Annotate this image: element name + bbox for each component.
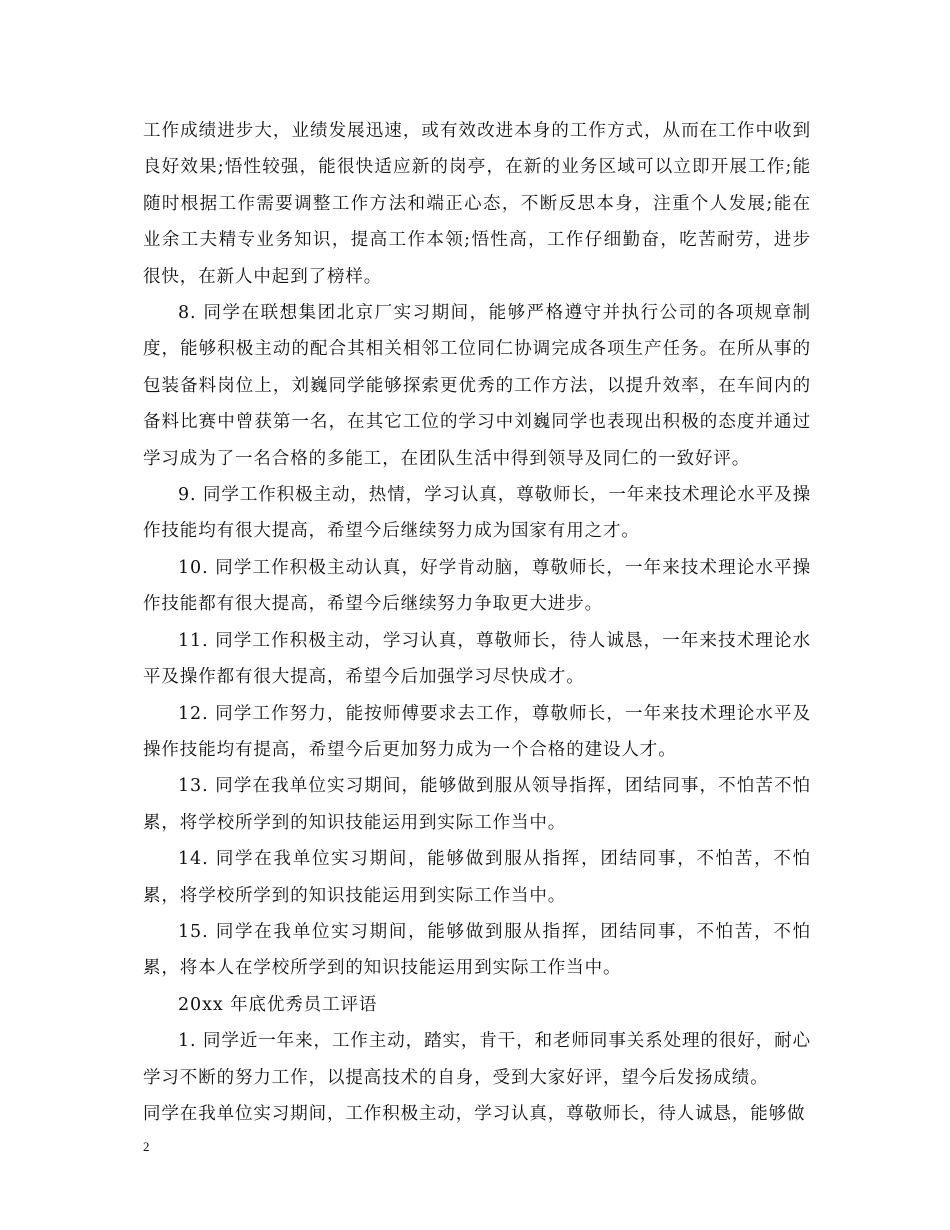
paragraph-continuation: 工作成绩进步大，业绩发展迅速，或有效改进本身的工作方式，从而在工作中收到良好效果;悟性较强，能很快适应新的岗亭，在新的业务区域可以立即开展工作;能随时根据工作需要调整工作方法和端正心态，不断反思本身，注重个人发展;能在业余工夫精专业务知识，提高工作本领;悟性高，工作仔细勤奋，吃苦耐劳，进步很快，在新人中起到了榜样。 — [143, 121, 811, 287]
paragraph-trailing: 同学在我单位实习期间，工作积极主动，学习认真，尊敬师长，待人诚恳，能够做 — [143, 1103, 806, 1124]
paragraph-item-1: 1. 同学近一年来，工作主动，踏实，肯干，和老师同事关系处理的很好，耐心学习不断的努力工作，以提高技术的自身，受到大家好评，望今后发扬成绩。 — [143, 1031, 811, 1088]
paragraph-item-14: 14. 同学在我单位实习期间，能够做到服从指挥，团结同事，不怕苦，不怕累，将学校所学到的知识技能运用到实际工作当中。 — [143, 849, 811, 906]
paragraph-item-12: 12. 同学工作努力，能按师傅要求去工作，尊敬师长，一年来技术理论水平及操作技能均有提高，希望今后更加努力成为一个合格的建设人才。 — [143, 703, 811, 760]
page-number: 2 — [143, 1139, 150, 1154]
paragraph-item-13: 13. 同学在我单位实习期间，能够做到服从领导指挥，团结同事，不怕苦不怕累，将学校所学到的知识技能运用到实际工作当中。 — [143, 776, 811, 833]
document-body — [143, 113, 811, 1132]
paragraph-item-9: 9. 同学工作积极主动，热情，学习认真，尊敬师长，一年来技术理论水平及操作技能均有很大提高，希望今后继续努力成为国家有用之才。 — [143, 485, 811, 542]
paragraph-item-10: 10. 同学工作积极主动认真，好学肯动脑，尊敬师长，一年来技术理论水平操作技能都有很大提高，希望今后继续努力争取更大进步。 — [143, 557, 811, 615]
paragraph-item-8: 8. 同学在联想集团北京厂实习期间，能够严格遵守并执行公司的各项规章制度，能够积极主动的配合其相关相邻工位同仁协调完成各项生产任务。在所从事的包装备料岗位上，刘巍同学能够探索更优秀的工作方法，以提升效率，在车间内的备料比赛中曾获第一名，在其它工位的学习中刘巍同学也表现出积极的态度并通过学习成为了一名合格的多能工，在团队生活中得到领导及同仁的一致好评。 — [143, 303, 811, 469]
section-heading: 20xx 年底优秀员工评语 — [178, 994, 378, 1015]
paragraph-item-11: 11. 同学工作积极主动，学习认真，尊敬师长，待人诚恳，一年来技术理论水平及操作都有很大提高，希望今后加强学习尽快成才。 — [143, 630, 811, 688]
paragraph-item-15: 15. 同学在我单位实习期间，能够做到服从指挥，团结同事，不怕苦，不怕累，将本人在学校所学到的知识技能运用到实际工作当中。 — [143, 921, 811, 979]
